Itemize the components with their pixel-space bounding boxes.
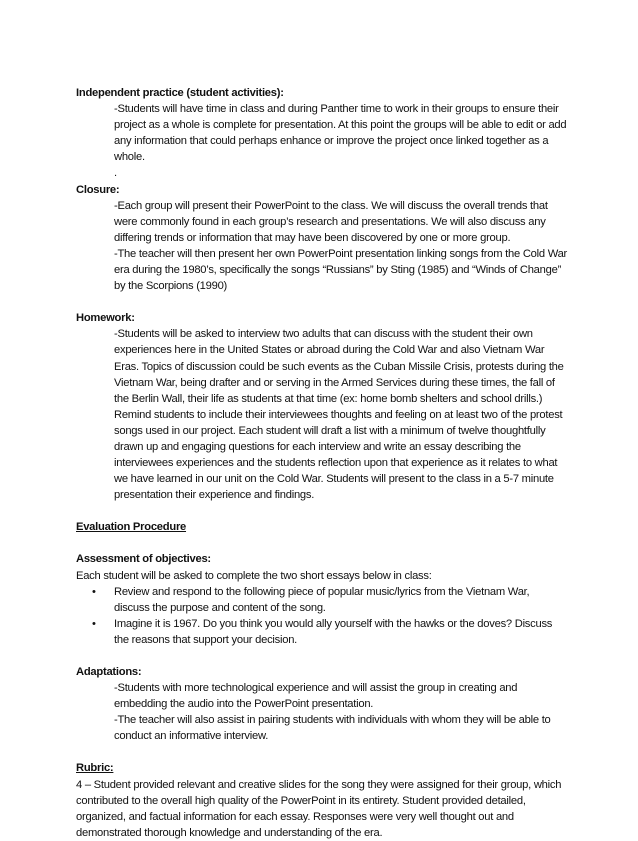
closure-paragraph-1: -Each group will present their PowerPoint to the class. We will discuss the overall trends that were commonly found in each group’s research and presentations. We will also discuss any differing trends or information that may have been discovered by one or more group.: [114, 199, 548, 244]
closure-heading: Closure:: [76, 183, 120, 196]
adaptations-paragraph-2: -The teacher will also assist in pairing students with individuals with whom they will be able to conduct an informative interview.: [114, 714, 551, 743]
assessment-item-2: Imagine it is 1967. Do you think you would ally yourself with the hawks or the doves? Discuss the reasons that support your decision.: [114, 617, 553, 646]
spacer: [76, 294, 576, 310]
independent-practice-heading: Independent practice (student activities):: [76, 87, 284, 99]
adaptations-heading: Adaptations:: [76, 666, 142, 678]
assessment-list: [76, 584, 576, 648]
stray-period: .: [114, 167, 117, 180]
list-item: [76, 616, 562, 648]
assessment-item-1: Review and respond to the following piece of popular music/lyrics from the Vietnam War, discuss the purpose and content of the song.: [114, 585, 530, 614]
document-body: [76, 85, 576, 841]
evaluation-procedure-heading: Evaluation Procedure: [76, 521, 187, 534]
homework-text: -Students will be asked to interview two adults that can discuss with the student their own experiences here in the United States or abroad during the Cold War and also Vietnam War Eras. Topics of discussion could be such events as the Cuban Missile Crisis, protests during the Vietnam War, being drafter and or serving in the Armed Services during these times, the fall of the Berlin Wall, their life as students at that time (ex: home bomb shelters and school drills.) Remind students to include their interviewees thoughts and feeling on at least two of the protest songs used in our project. Each student will draft a list with a minimum of twelve thoughtfully drawn up and engaging questions for each interview and write an essay describing the interviewees experiences and the students reflection upon that experience as it relates to what we have learned in our unit on the Cold War. Students will present to the class in a 5-7 minute presentation their experience and findings.: [114, 328, 564, 502]
closure-paragraph-2: -The teacher will then present her own PowerPoint presentation linking songs from the Cold War era during the 1980’s, specifically the songs “Russians” by Sting (1985) and “Winds of Change” by the Scorpions (1990): [114, 247, 568, 293]
spacer: [76, 744, 576, 760]
spacer: [76, 648, 576, 664]
list-item: [76, 584, 562, 616]
rubric-text: 4 – Student provided relevant and creative slides for the song they were assigned for their group, which contributed to the overall high quality of the PowerPoint in its entirety. Student provided detailed, organized, and factual information for each essay. Responses were very well thought out and demonstrated thorough knowledge and understanding of the era.: [76, 778, 562, 839]
assessment-intro: Each student will be asked to complete the two short essays below in class:: [76, 569, 432, 582]
spacer: [76, 535, 576, 551]
bullet-icon: •: [92, 617, 96, 630]
independent-practice-text: -Students will have time in class and during Panther time to work in their groups to ensure their project as a whole is complete for presentation. At this point the groups will be able to edit or add any information that could perhaps enhance or improve the project once linked together as a whole.: [114, 103, 567, 164]
homework-heading: Homework:: [76, 312, 135, 325]
assessment-heading: Assessment of objectives:: [76, 553, 211, 566]
rubric-heading: Rubric:: [76, 762, 114, 775]
bullet-icon: •: [92, 585, 96, 598]
adaptations-paragraph-1: -Students with more technological experience and will assist the group in creating and embedding the audio into the PowerPoint presentation.: [114, 682, 518, 711]
spacer: [76, 503, 576, 519]
